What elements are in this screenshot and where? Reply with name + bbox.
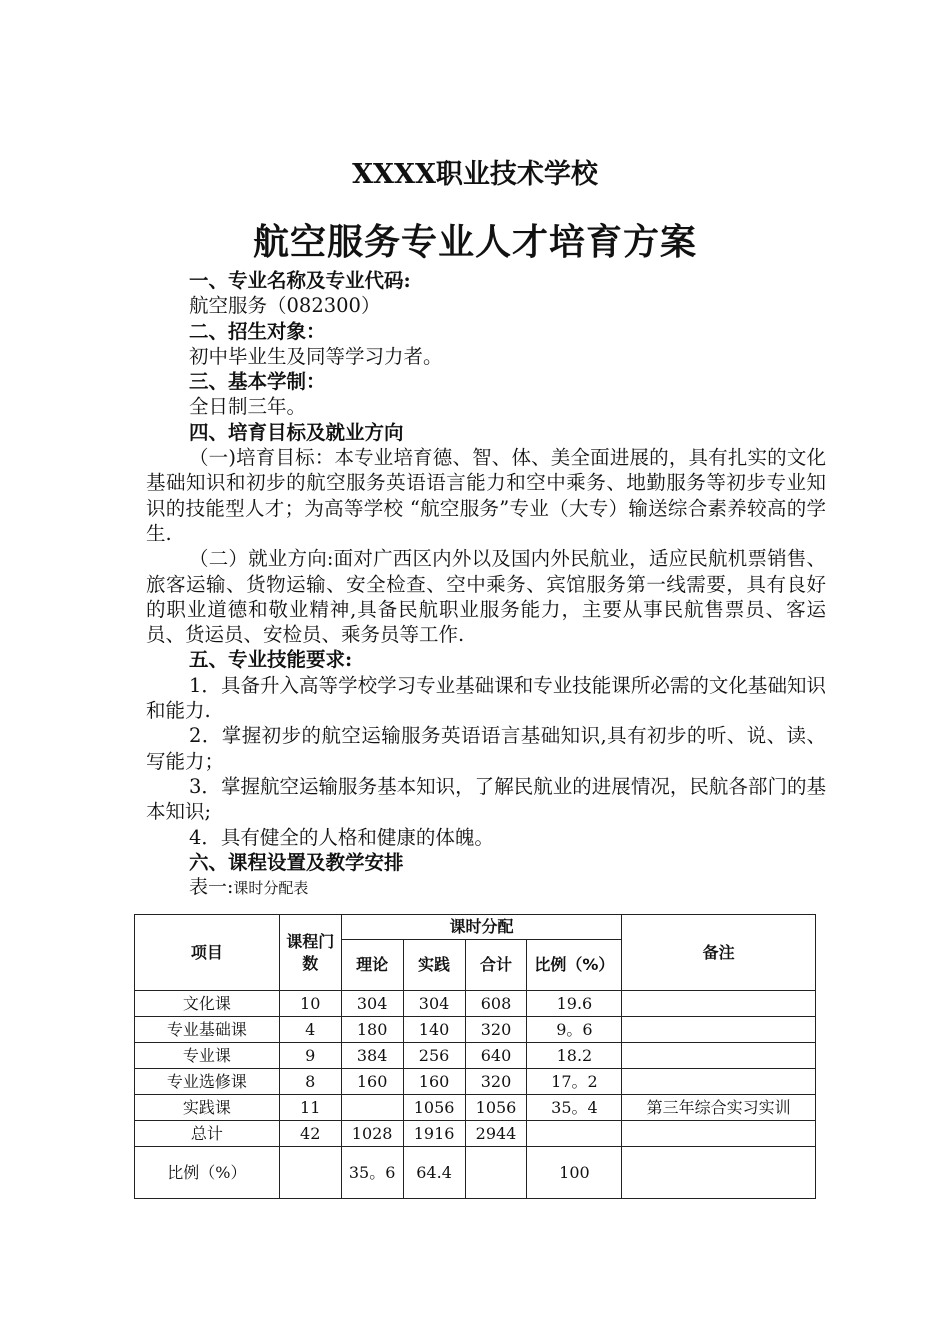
cell-ratio: 19.6 (527, 991, 622, 1017)
cell-practice: 256 (403, 1043, 465, 1069)
cell-item: 文化课 (135, 991, 280, 1017)
document-title: 航空服务专业人才培育方案 (252, 221, 697, 263)
skill-item: 4．具有健全的人格和健康的体魄。 (189, 825, 494, 849)
header-theory: 理论 (341, 940, 403, 991)
cell-count: 8 (279, 1069, 341, 1095)
cell-theory: 384 (341, 1043, 403, 1069)
table-row (135, 1095, 816, 1121)
header-practice: 实践 (403, 940, 465, 991)
table-caption-name: 课时分配表 (233, 879, 309, 898)
document-body (146, 268, 826, 901)
cell-ratio: 35。4 (527, 1095, 622, 1121)
cell-count (279, 1147, 341, 1199)
cell-practice: 1056 (403, 1095, 465, 1121)
table-row (135, 991, 816, 1017)
section-1-heading: 一、专业名称及专业代码: (189, 269, 411, 292)
cell-note: 第三年综合实习实训 (622, 1095, 816, 1121)
section-4-heading: 四、培育目标及就业方向 (189, 420, 404, 444)
cell-total: 320 (465, 1069, 527, 1095)
cell-note (622, 1043, 816, 1069)
table-caption-prefix: 表一: (189, 876, 234, 899)
cell-item: 专业课 (135, 1043, 280, 1069)
cell-practice: 160 (403, 1069, 465, 1095)
section-3-text: 全日制三年。 (189, 395, 307, 419)
cell-practice: 140 (403, 1017, 465, 1043)
table-row (135, 1043, 816, 1069)
skill-item: 2．掌握初步的航空运输服务英语语言基础知识,具有初步的听、说、读、写能力； (146, 724, 826, 773)
cell-count: 4 (279, 1017, 341, 1043)
table-row (135, 1147, 816, 1199)
section-4-paragraph-1: （一)培育目标：本专业培育德、智、体、美全面进展的，具有扎实的文化基础知识和初步的航空服务英语语言能力和空中乘务、地勤服务等初步专业知识的技能型人才；为高等学校 “航空服务”专业（大专）输送综合素养较高的学生. (146, 446, 826, 545)
header-note: 备注 (622, 915, 816, 991)
header-item: 项目 (135, 915, 280, 991)
cell-note (622, 1017, 816, 1043)
section-5-heading: 五、专业技能要求: (189, 648, 353, 672)
section-4-paragraph-2: （二）就业方向:面对广西区内外以及国内外民航业，适应民航机票销售、旅客运输、货物运输、安全检查、空中乘务、宾馆服务第一线需要，具有良好的职业道德和敬业精神,具备民航职业服务能力，主要从事民航售票员、客运员、货运员、安检员、乘务员等工作. (146, 547, 826, 647)
cell-total: 1056 (465, 1095, 527, 1121)
cell-ratio: 9。6 (527, 1017, 622, 1043)
table-caption (146, 875, 826, 901)
cell-note (622, 1069, 816, 1095)
skill-item: 3．掌握航空运输服务基本知识，了解民航业的进展情况，民航各部门的基本知识; (146, 774, 826, 824)
cell-count: 42 (279, 1121, 341, 1147)
cell-note (622, 991, 816, 1017)
cell-item: 总计 (135, 1121, 280, 1147)
cell-theory: 1028 (341, 1121, 403, 1147)
cell-item: 实践课 (135, 1095, 280, 1121)
hours-allocation-table (134, 914, 816, 1199)
section-3-heading: 三、基本学制： (189, 370, 326, 394)
cell-ratio (527, 1121, 622, 1147)
cell-item: 专业选修课 (135, 1069, 280, 1095)
section-1-text: 航空服务（082300） (189, 294, 381, 318)
header-total: 合计 (465, 940, 527, 991)
header-course-count: 课程门数 (279, 915, 341, 991)
table-row (135, 1069, 816, 1095)
cell-note (622, 1147, 816, 1199)
cell-practice: 1916 (403, 1121, 465, 1147)
cell-theory: 160 (341, 1069, 403, 1095)
table-row (135, 1121, 816, 1147)
cell-count: 10 (279, 991, 341, 1017)
cell-total (465, 1147, 527, 1199)
header-ratio: 比例（%） (527, 940, 622, 991)
cell-theory: 180 (341, 1017, 403, 1043)
cell-theory: 35。6 (341, 1147, 403, 1199)
table-row (135, 1017, 816, 1043)
cell-item: 比例（%） (135, 1147, 280, 1199)
cell-total: 640 (465, 1043, 527, 1069)
cell-ratio: 100 (527, 1147, 622, 1199)
skill-item: 1．具备升入高等学校学习专业基础课和专业技能课所必需的文化基础知识和能力. (146, 673, 826, 723)
header-hours-allocation: 课时分配 (341, 915, 622, 940)
section-2-text: 初中毕业生及同等学习力者。 (189, 344, 443, 368)
cell-ratio: 17。2 (527, 1069, 622, 1095)
section-2-heading: 二、招生对象： (189, 319, 326, 343)
cell-total: 608 (465, 991, 527, 1017)
cell-practice: 64.4 (403, 1147, 465, 1199)
cell-total: 320 (465, 1017, 527, 1043)
cell-count: 9 (279, 1043, 341, 1069)
cell-ratio: 18.2 (527, 1043, 622, 1069)
section-6-heading: 六、课程设置及教学安排 (189, 850, 404, 874)
cell-theory (341, 1095, 403, 1121)
cell-note (622, 1121, 816, 1147)
cell-practice: 304 (403, 991, 465, 1017)
cell-item: 专业基础课 (135, 1017, 280, 1043)
cell-total: 2944 (465, 1121, 527, 1147)
school-name: XXXX职业技术学校 (352, 159, 598, 190)
cell-count: 11 (279, 1095, 341, 1121)
cell-theory: 304 (341, 991, 403, 1017)
